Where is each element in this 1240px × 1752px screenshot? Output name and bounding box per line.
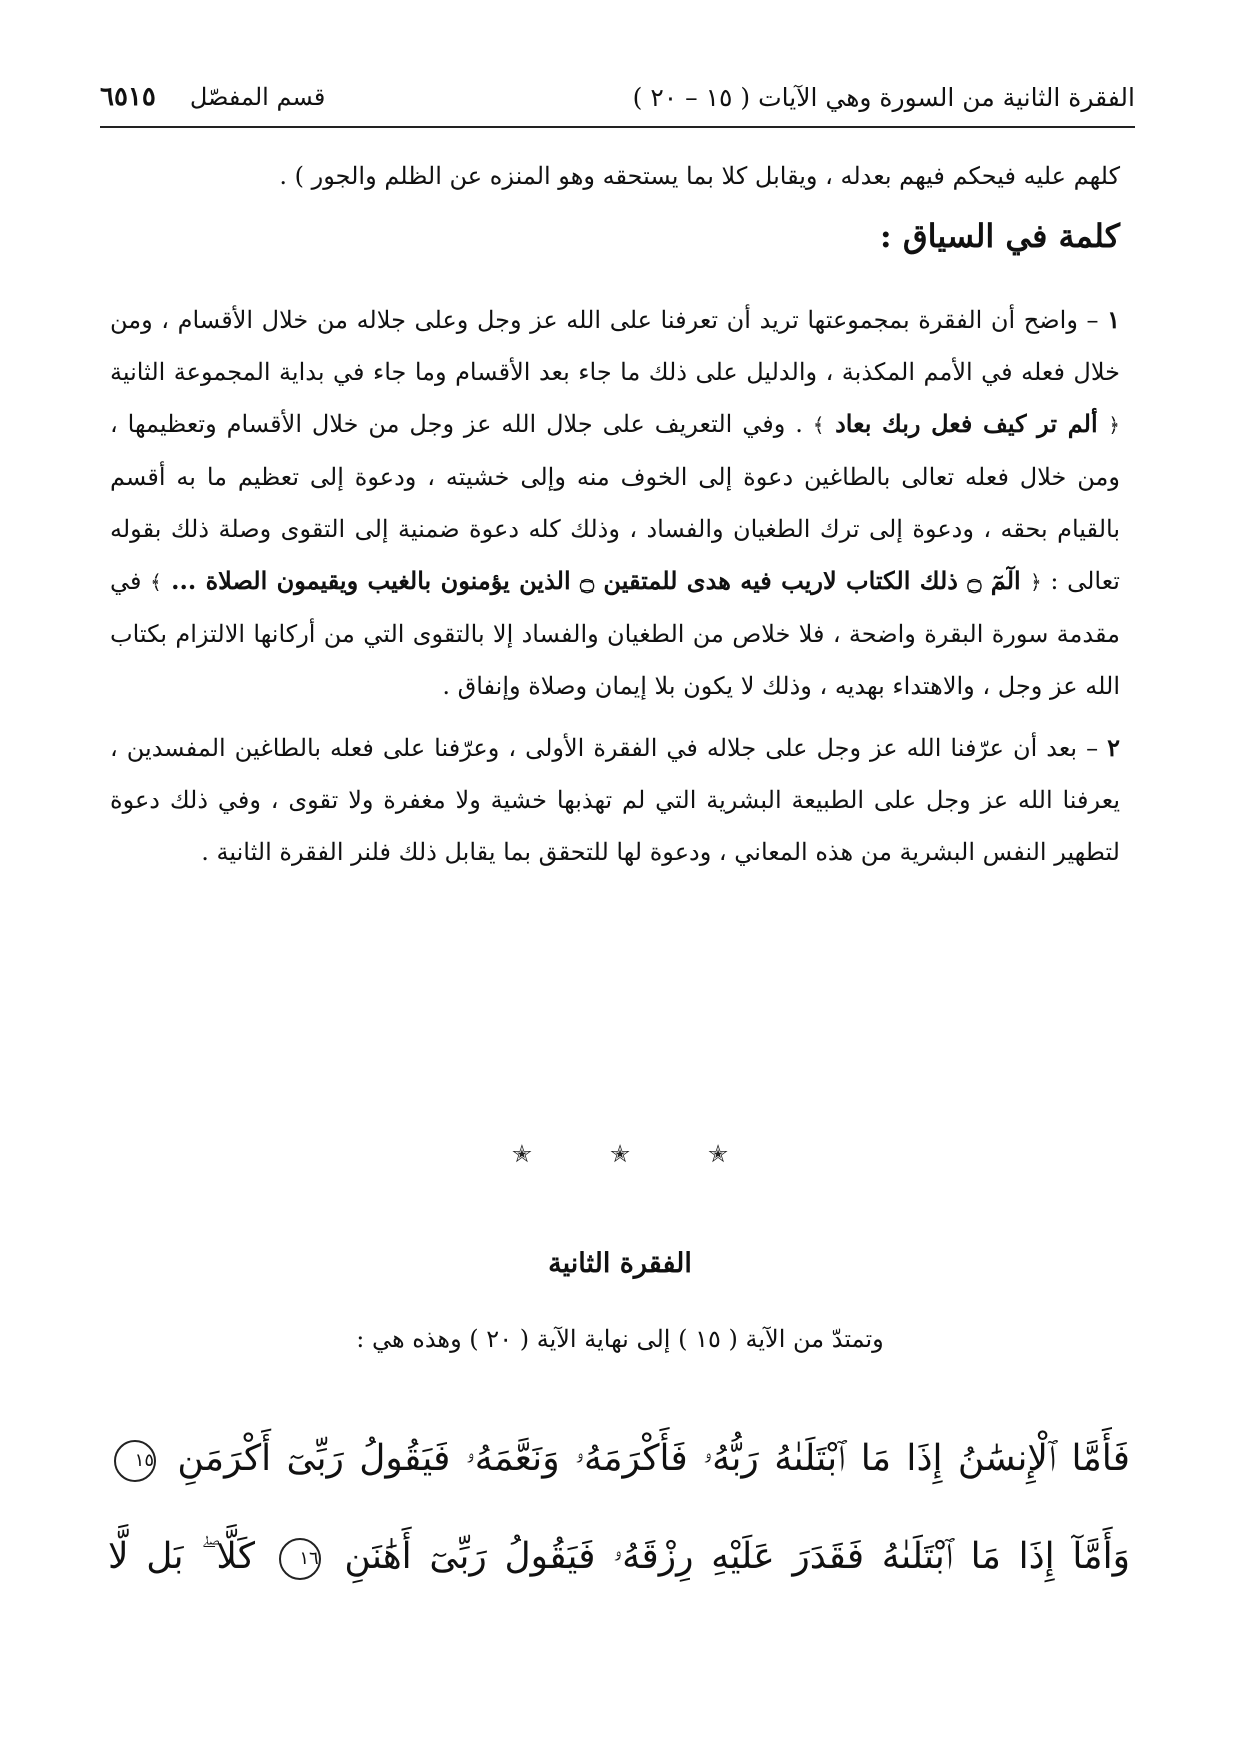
section-divider [0, 1140, 1240, 1168]
continuation-line: كلهم عليه فيحكم فيهم بعدله ، ويقابل كلا بما يستحقه وهو المنزه عن الظلم والجور ) . [279, 162, 1120, 190]
star-icon: ✭ [609, 1140, 631, 1168]
paragraph-1-text-b: . وفي التعريف على جلال الله عز وجل من خلال الأقسام وتعظيمها ، ومن خلال فعله تعالى بالطاغين دعوة إلى الخوف منه وإلى خشيته ، ودعوة إلى تعظيم ما به أقسم بالقيام بحقه ، ودعوة إلى ترك الطغيان والفساد ، وذلك كله دعوة ضمنية إلى التقوى وصلة ذلك بقوله تعالى : [110, 410, 1120, 595]
ornate-bracket-open: ﴿ [1030, 570, 1042, 594]
header-section: قسم المفصّل [189, 83, 326, 111]
section-title: الفقرة الثانية [548, 1248, 692, 1279]
paragraph-1 [110, 294, 1120, 712]
paragraph-1-text-a: – واضح أن الفقرة بمجموعتها تريد أن تعرفنا على الله عز وجل وعلى جلاله من خلال الأقسام ، ومن خلال فعله في الأمم المكذبة ، والدليل على ذلك ما جاء بعد الأقسام وما جاء في بداية المجموعة الثانية [110, 306, 1120, 386]
paragraph-2-number: ٢ [1107, 733, 1120, 762]
section-description: وتمتدّ من الآية ( ١٥ ) إلى نهاية الآية ( ٢٠ ) وهذه هي : [356, 1325, 884, 1353]
ornate-bracket-close: ﴾ [812, 413, 825, 437]
header-meta [100, 82, 325, 112]
verse-16-text: وَأَمَّآ إِذَا مَا ٱبْتَلَىٰهُ فَقَدَرَ عَلَيْهِ رِزْقَهُۥ فَيَقُولُ رَبِّىٓ أَهَٰنَنِ [344, 1536, 1130, 1577]
quran-verses [108, 1410, 1130, 1606]
verse-17-start: كَلَّا ۖ بَل لَّا [108, 1536, 256, 1577]
ornate-bracket-close: ﴾ [150, 570, 162, 594]
verse-number-badge: ١٥ [114, 1440, 156, 1482]
star-icon: ✭ [511, 1140, 532, 1168]
star-icon: ✭ [708, 1140, 729, 1168]
header-title: الفقرة الثانية من السورة وهي الآيات ( ١٥ – ٢٠ ) [632, 82, 1135, 112]
paragraph-2-text: – بعد أن عرّفنا الله عز وجل على جلاله في الفقرة الأولى ، وعرّفنا على فعله بالطاغين المفسدين ، يعرفنا الله عز وجل على الطبيعة البشرية التي لم تهذبها خشية ولا مغفرة ولا تقوى ، وفي ذلك دعوة لتطهير النفس البشرية من هذه المعاني ، ودعوة لها للتحقق بما يقابل ذلك فلنر الفقرة الثانية . [110, 734, 1120, 866]
quran-quote-1: ألم تر كيف فعل ربك بعاد [824, 409, 1109, 438]
page-number: ٦٥١٥ [100, 82, 156, 112]
header-rule [100, 126, 1135, 128]
verse-15-text: فَأَمَّا ٱلْإِنسَٰنُ إِذَا مَا ٱبْتَلَىٰهُ رَبُّهُۥ فَأَكْرَمَهُۥ وَنَعَّمَهُۥ فَيَقُولُ رَبِّىٓ أَكْرَمَنِ [177, 1438, 1130, 1479]
running-header [100, 72, 1135, 122]
context-heading: كلمة في السياق : [879, 217, 1120, 255]
paragraph-1-text-c: في مقدمة سورة البقرة واضحة ، فلا خلاص من الطغيان والفساد إلا بالتقوى التي من أركانها الالتزام بكتاب الله عز وجل ، والاهتداء بهديه ، وذلك لا يكون بلا إيمان وصلاة وإنفاق . [110, 567, 1120, 700]
verse-line-1 [108, 1410, 1130, 1508]
paragraph-2 [110, 722, 1120, 878]
main-text [110, 150, 1120, 888]
paragraph-1-number: ١ [1107, 305, 1120, 334]
ornate-bracket-open: ﴿ [1108, 413, 1120, 437]
verse-line-2 [108, 1508, 1130, 1606]
quran-quote-2: الٓمٓ ۝ ذلك الكتاب لاريب فيه هدى للمتقين ۝ الذين يؤمنون بالغيب ويقيمون الصلاة ... [161, 566, 1031, 595]
verse-number-badge: ١٦ [279, 1538, 321, 1580]
